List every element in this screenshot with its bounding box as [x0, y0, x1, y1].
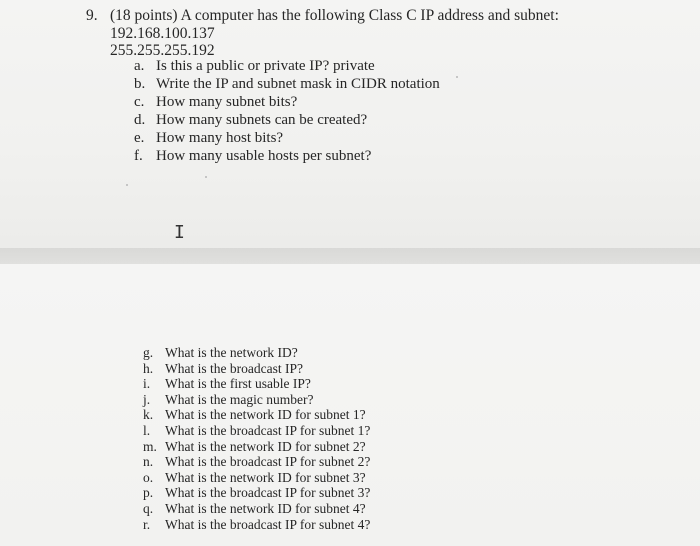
- item-text: What is the broadcast IP?: [165, 360, 303, 376]
- list-item: [134, 75, 440, 93]
- page-separator: [0, 248, 700, 264]
- item-text: What is the broadcast IP for subnet 4?: [165, 516, 371, 532]
- ip-address: 192.168.100.137: [110, 25, 215, 42]
- item-text: How many usable hosts per subnet?: [156, 148, 372, 164]
- item-letter: i.: [143, 376, 151, 392]
- question-heading: [86, 6, 559, 26]
- dust-speck: [126, 184, 128, 186]
- list-item: [143, 470, 370, 486]
- subnet-mask: 255.255.255.192: [110, 42, 215, 59]
- list-item: [143, 501, 370, 517]
- item-letter: d.: [134, 112, 146, 128]
- item-text: What is the broadcast IP for subnet 2?: [165, 454, 371, 470]
- item-letter: k.: [143, 407, 154, 423]
- item-text: What is the network ID for subnet 3?: [165, 469, 366, 485]
- item-text: What is the network ID?: [165, 345, 298, 360]
- list-item: [143, 407, 370, 423]
- list-item: [134, 147, 440, 165]
- item-text: What is the network ID for subnet 1?: [165, 407, 366, 423]
- item-text: What is the broadcast IP for subnet 3?: [165, 485, 371, 501]
- item-letter: g.: [143, 345, 154, 360]
- item-text: How many host bits?: [156, 130, 284, 146]
- list-item: [134, 93, 440, 111]
- item-letter: b.: [134, 76, 146, 92]
- question-parts-bottom: [143, 345, 370, 532]
- list-item: [143, 361, 370, 377]
- item-letter: h.: [143, 360, 154, 376]
- item-letter: o.: [143, 469, 154, 485]
- list-item: [143, 517, 370, 533]
- item-text: What is the network ID for subnet 4?: [165, 500, 366, 516]
- list-item: [143, 439, 370, 455]
- item-letter: m.: [143, 438, 157, 454]
- list-item: [143, 345, 370, 361]
- list-item: [143, 423, 370, 439]
- list-item: [134, 129, 440, 147]
- list-item: [143, 376, 370, 392]
- list-item: [143, 485, 370, 501]
- item-text: What is the first usable IP?: [165, 376, 311, 392]
- item-letter: c.: [134, 94, 145, 110]
- item-letter: n.: [143, 454, 154, 470]
- question-parts-top: [134, 57, 440, 165]
- item-letter: l.: [143, 422, 151, 438]
- item-letter: f.: [134, 148, 143, 164]
- item-letter: p.: [143, 485, 154, 501]
- dust-speck: [205, 176, 207, 178]
- item-text: What is the magic number?: [165, 391, 314, 407]
- item-letter: j.: [143, 391, 151, 407]
- item-text: What is the network ID for subnet 2?: [165, 438, 366, 454]
- question-number: 9.: [86, 7, 98, 24]
- item-text: How many subnets can be created?: [156, 112, 368, 128]
- item-letter: a.: [134, 58, 145, 74]
- list-item: [134, 57, 440, 75]
- item-text: Is this a public or private IP? private: [156, 58, 375, 74]
- list-item: [143, 392, 370, 408]
- list-item: [143, 454, 370, 470]
- list-item: [134, 111, 440, 129]
- item-text: Write the IP and subnet mask in CIDR notation: [156, 76, 440, 92]
- dust-speck: [456, 76, 458, 78]
- item-letter: e.: [134, 130, 145, 146]
- item-letter: q.: [143, 500, 154, 516]
- question-text: (18 points) A computer has the following Class C IP address and subnet:: [110, 7, 559, 24]
- text-cursor-icon: I: [174, 222, 185, 243]
- item-letter: r.: [143, 516, 151, 532]
- item-text: How many subnet bits?: [156, 94, 298, 110]
- item-text: What is the broadcast IP for subnet 1?: [165, 422, 371, 438]
